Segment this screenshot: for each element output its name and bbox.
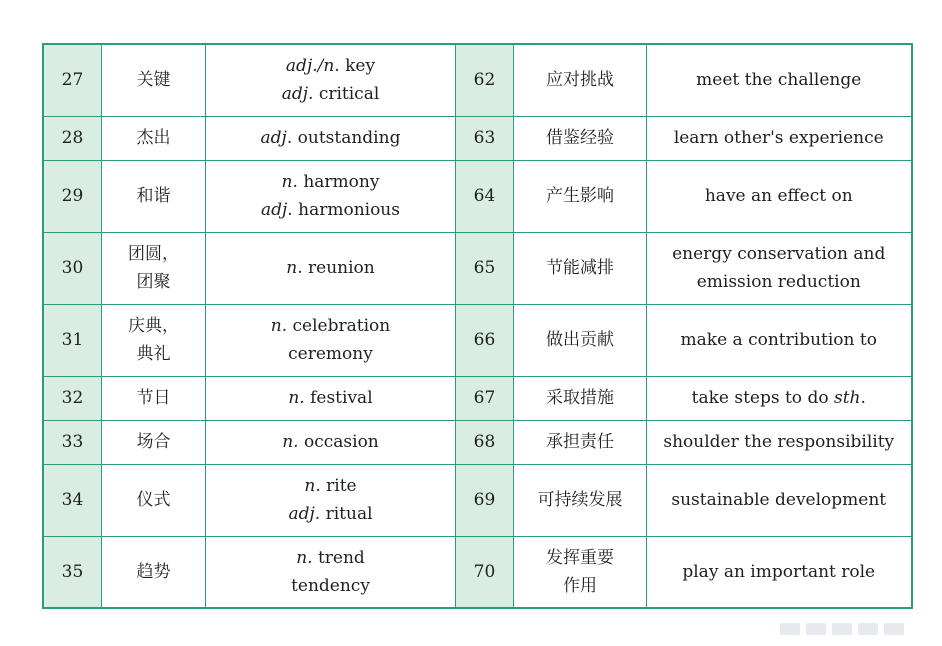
english-phrase: [647, 232, 912, 304]
translation-word: trend: [317, 547, 365, 568]
table-row: [43, 536, 912, 608]
chinese-phrase-line: 可持续发展: [537, 490, 623, 510]
chinese-word: [102, 304, 206, 376]
english-phrase-line: learn other's experience: [673, 128, 884, 148]
translation-word: festival: [310, 388, 373, 408]
chinese-word: [102, 420, 206, 464]
translation-word: outstanding: [297, 128, 401, 148]
chinese-word-line: 和谐: [136, 186, 171, 206]
translation-line: [212, 472, 449, 500]
translation-line: [212, 254, 449, 282]
english-translation: [206, 304, 456, 376]
table-row: [43, 464, 912, 536]
english-translation: [206, 420, 456, 464]
english-translation: [206, 116, 456, 160]
part-of-speech: n.: [282, 432, 299, 452]
english-phrase: [647, 420, 912, 464]
watermark: [780, 620, 930, 638]
english-translation: [206, 536, 456, 608]
row-number-right: 65: [456, 232, 514, 304]
translation-line: [212, 544, 449, 572]
chinese-phrase-line: 借鉴经验: [546, 128, 614, 148]
chinese-phrase: [514, 232, 647, 304]
table-row: [43, 44, 912, 116]
chinese-word-line: 杰出: [136, 128, 171, 148]
part-of-speech: adj.: [261, 200, 293, 220]
row-number-left: 27: [43, 44, 102, 116]
english-phrase-line: take steps to do sth.: [691, 388, 866, 408]
translation-word: ceremony: [288, 344, 373, 364]
chinese-phrase: [514, 44, 647, 116]
chinese-phrase-line: 作用: [563, 575, 597, 596]
part-of-speech: adj.: [260, 128, 293, 148]
chinese-phrase-line: 产生影响: [546, 186, 614, 206]
row-number-left: 35: [43, 536, 102, 608]
translation-word: ritual: [325, 504, 373, 524]
translation-line: [212, 80, 449, 108]
part-of-speech: n.: [304, 476, 321, 496]
chinese-word: [102, 536, 206, 608]
english-phrase: [647, 160, 912, 232]
translation-word: harmony: [303, 172, 380, 192]
translation-word: critical: [318, 84, 380, 105]
chinese-word-line: 团圆，: [128, 244, 179, 264]
chinese-phrase-line: 采取措施: [546, 388, 614, 408]
english-phrase: [647, 376, 912, 420]
row-number-left: 28: [43, 116, 102, 160]
translation-line: [212, 124, 449, 152]
translation-line: [212, 340, 449, 368]
english-phrase: [647, 536, 912, 608]
row-number-right: 62: [456, 44, 514, 116]
chinese-phrase: [514, 116, 647, 160]
row-number-left: 33: [43, 420, 102, 464]
chinese-word: [102, 376, 206, 420]
part-of-speech: n.: [296, 547, 313, 568]
vocabulary-table: [42, 43, 913, 609]
translation-line: [212, 196, 449, 224]
english-translation: [206, 464, 456, 536]
english-translation: [206, 160, 456, 232]
table-row: [43, 420, 912, 464]
english-phrase: [647, 44, 912, 116]
chinese-word-line: 趋势: [136, 561, 171, 582]
chinese-phrase: [514, 376, 647, 420]
english-translation: [206, 376, 456, 420]
english-translation: [206, 44, 456, 116]
chinese-word: [102, 44, 206, 116]
translation-line: [212, 428, 449, 456]
part-of-speech: adj./n.: [285, 56, 340, 77]
row-number-right: 64: [456, 160, 514, 232]
english-phrase-line: sustainable development: [671, 490, 887, 510]
english-phrase-line: energy conservation and: [672, 244, 886, 264]
english-phrase-line: play an important role: [682, 561, 876, 582]
chinese-word-line: 关键: [136, 70, 171, 91]
chinese-word-line: 团聚: [136, 272, 171, 292]
english-phrase-line: shoulder the responsibility: [663, 432, 895, 452]
row-number-left: 32: [43, 376, 102, 420]
english-phrase-line: meet the challenge: [696, 70, 862, 91]
chinese-word: [102, 116, 206, 160]
row-number-right: 70: [456, 536, 514, 608]
table-row: [43, 116, 912, 160]
translation-line: [212, 384, 449, 412]
table-row: [43, 304, 912, 376]
chinese-word-line: 庆典，: [128, 316, 179, 336]
row-number-right: 63: [456, 116, 514, 160]
english-phrase-line: make a contribution to: [680, 330, 877, 350]
chinese-phrase: [514, 420, 647, 464]
row-number-right: 68: [456, 420, 514, 464]
chinese-phrase-line: 节能减排: [546, 258, 614, 278]
part-of-speech: n.: [286, 258, 303, 278]
chinese-phrase-line: 应对挑战: [546, 70, 614, 91]
chinese-phrase: [514, 536, 647, 608]
english-phrase-line: have an effect on: [704, 186, 853, 206]
chinese-word: [102, 232, 206, 304]
translation-line: [212, 572, 449, 600]
row-number-right: 67: [456, 376, 514, 420]
row-number-left: 30: [43, 232, 102, 304]
translation-word: occasion: [304, 432, 379, 452]
chinese-phrase-line: 发挥重要: [546, 547, 614, 568]
translation-word: key: [345, 56, 376, 77]
table-row: [43, 232, 912, 304]
chinese-word-line: 场合: [136, 432, 171, 452]
row-number-right: 69: [456, 464, 514, 536]
vocabulary-table-wrapper: [42, 43, 913, 609]
chinese-word-line: 典礼: [136, 344, 171, 364]
chinese-word: [102, 464, 206, 536]
part-of-speech: n.: [270, 316, 288, 336]
table-row: [43, 376, 912, 420]
translation-word: celebration: [292, 316, 391, 336]
chinese-word-line: 仪式: [136, 490, 171, 510]
translation-line: [212, 500, 449, 528]
translation-line: [212, 168, 449, 196]
table-row: [43, 160, 912, 232]
translation-word: rite: [326, 476, 357, 496]
chinese-phrase: [514, 160, 647, 232]
english-translation: [206, 232, 456, 304]
chinese-phrase: [514, 304, 647, 376]
translation-line: [212, 52, 449, 80]
part-of-speech: adj.: [288, 504, 321, 524]
chinese-word: [102, 160, 206, 232]
row-number-right: 66: [456, 304, 514, 376]
chinese-phrase: [514, 464, 647, 536]
chinese-phrase-line: 做出贡献: [546, 330, 614, 350]
chinese-phrase-line: 承担责任: [546, 432, 614, 452]
abbreviation-sth: sth: [833, 388, 861, 408]
row-number-left: 34: [43, 464, 102, 536]
english-phrase: [647, 116, 912, 160]
chinese-word-line: 节日: [136, 388, 171, 408]
english-phrase: [647, 304, 912, 376]
part-of-speech: n.: [288, 388, 305, 408]
part-of-speech: adj.: [281, 84, 314, 105]
translation-word: reunion: [308, 258, 375, 278]
part-of-speech: n.: [281, 172, 298, 192]
english-phrase-line: emission reduction: [696, 272, 861, 292]
row-number-left: 29: [43, 160, 102, 232]
translation-line: [212, 312, 449, 340]
translation-word: tendency: [291, 575, 370, 596]
row-number-left: 31: [43, 304, 102, 376]
english-phrase: [647, 464, 912, 536]
translation-word: harmonious: [298, 200, 400, 220]
